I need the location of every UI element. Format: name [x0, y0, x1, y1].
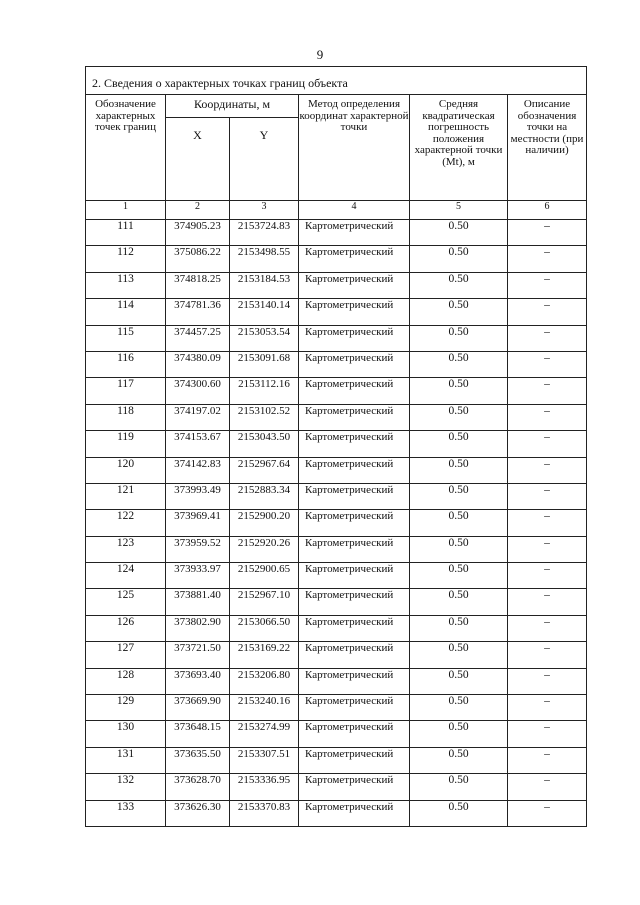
description-cell: – — [508, 747, 587, 773]
method-cell: Картометрический — [299, 642, 410, 668]
table-row — [86, 510, 587, 536]
table-row — [86, 483, 587, 509]
point-id-cell: 119 — [86, 431, 166, 457]
description-cell: – — [508, 325, 587, 351]
point-id-cell: 117 — [86, 378, 166, 404]
error-cell: 0.50 — [410, 747, 508, 773]
point-id-cell: 124 — [86, 563, 166, 589]
column-number: 4 — [299, 201, 410, 220]
method-cell: Картометрический — [299, 431, 410, 457]
y-coordinate-cell: 2153169.22 — [230, 642, 299, 668]
x-coordinate-cell: 373648.15 — [166, 721, 230, 747]
x-coordinate-cell: 373628.70 — [166, 774, 230, 800]
column-number: 5 — [410, 201, 508, 220]
point-id-cell: 128 — [86, 668, 166, 694]
description-cell: – — [508, 431, 587, 457]
table-row — [86, 642, 587, 668]
description-cell: – — [508, 536, 587, 562]
description-cell: – — [508, 642, 587, 668]
section-title: 2. Сведения о характерных точках границ объекта — [86, 67, 587, 95]
error-cell: 0.50 — [410, 563, 508, 589]
description-cell: – — [508, 774, 587, 800]
error-cell: 0.50 — [410, 220, 508, 246]
table-row — [86, 457, 587, 483]
x-coordinate-cell: 373993.49 — [166, 483, 230, 509]
description-cell: – — [508, 299, 587, 325]
table-row — [86, 351, 587, 377]
method-cell: Картометрический — [299, 272, 410, 298]
x-coordinate-cell: 374300.60 — [166, 378, 230, 404]
point-id-cell: 114 — [86, 299, 166, 325]
y-coordinate-cell: 2153184.53 — [230, 272, 299, 298]
y-coordinate-cell: 2153206.80 — [230, 668, 299, 694]
table-row — [86, 246, 587, 272]
method-cell: Картометрический — [299, 220, 410, 246]
error-cell: 0.50 — [410, 404, 508, 430]
table-row — [86, 431, 587, 457]
x-coordinate-cell: 374781.36 — [166, 299, 230, 325]
table-row — [86, 325, 587, 351]
error-cell: 0.50 — [410, 272, 508, 298]
error-cell: 0.50 — [410, 721, 508, 747]
table-row — [86, 378, 587, 404]
x-coordinate-cell: 375086.22 — [166, 246, 230, 272]
method-cell: Картометрический — [299, 721, 410, 747]
error-cell: 0.50 — [410, 668, 508, 694]
header-y: Y — [230, 118, 299, 201]
table-row — [86, 615, 587, 641]
table-row — [86, 589, 587, 615]
method-cell: Картометрический — [299, 483, 410, 509]
point-id-cell: 129 — [86, 695, 166, 721]
y-coordinate-cell: 2153112.16 — [230, 378, 299, 404]
y-coordinate-cell: 2153140.14 — [230, 299, 299, 325]
table-body — [86, 220, 587, 827]
error-cell: 0.50 — [410, 299, 508, 325]
table-row — [86, 220, 587, 246]
x-coordinate-cell: 374457.25 — [166, 325, 230, 351]
y-coordinate-cell: 2152920.26 — [230, 536, 299, 562]
column-number: 3 — [230, 201, 299, 220]
column-number: 2 — [166, 201, 230, 220]
y-coordinate-cell: 2152967.10 — [230, 589, 299, 615]
method-cell: Картометрический — [299, 325, 410, 351]
method-cell: Картометрический — [299, 747, 410, 773]
y-coordinate-cell: 2152900.20 — [230, 510, 299, 536]
point-id-cell: 121 — [86, 483, 166, 509]
method-cell: Картометрический — [299, 668, 410, 694]
description-cell: – — [508, 220, 587, 246]
y-coordinate-cell: 2153498.55 — [230, 246, 299, 272]
method-cell: Картометрический — [299, 299, 410, 325]
header-error: Средняя квадратическая погрешность положения характерной точки (Mt), м — [410, 95, 508, 201]
description-cell: – — [508, 800, 587, 826]
point-id-cell: 111 — [86, 220, 166, 246]
point-id-cell: 125 — [86, 589, 166, 615]
table-row — [86, 721, 587, 747]
y-coordinate-cell: 2153091.68 — [230, 351, 299, 377]
method-cell: Картометрический — [299, 615, 410, 641]
error-cell: 0.50 — [410, 642, 508, 668]
y-coordinate-cell: 2153066.50 — [230, 615, 299, 641]
header-x: X — [166, 118, 230, 201]
error-cell: 0.50 — [410, 378, 508, 404]
error-cell: 0.50 — [410, 800, 508, 826]
point-id-cell: 113 — [86, 272, 166, 298]
point-id-cell: 116 — [86, 351, 166, 377]
method-cell: Картометрический — [299, 246, 410, 272]
x-coordinate-cell: 374142.83 — [166, 457, 230, 483]
point-id-cell: 115 — [86, 325, 166, 351]
header-method: Метод определения координат характерной точки — [299, 95, 410, 201]
method-cell: Картометрический — [299, 774, 410, 800]
x-coordinate-cell: 373669.90 — [166, 695, 230, 721]
x-coordinate-cell: 373693.40 — [166, 668, 230, 694]
description-cell: – — [508, 272, 587, 298]
point-id-cell: 130 — [86, 721, 166, 747]
y-coordinate-cell: 2152900.65 — [230, 563, 299, 589]
column-number: 6 — [508, 201, 587, 220]
y-coordinate-cell: 2152967.64 — [230, 457, 299, 483]
x-coordinate-cell: 374818.25 — [166, 272, 230, 298]
description-cell: – — [508, 615, 587, 641]
boundary-points-table — [85, 66, 587, 827]
error-cell: 0.50 — [410, 774, 508, 800]
method-cell: Картометрический — [299, 510, 410, 536]
table-row — [86, 272, 587, 298]
description-cell: – — [508, 563, 587, 589]
description-cell: – — [508, 246, 587, 272]
description-cell: – — [508, 404, 587, 430]
y-coordinate-cell: 2152883.34 — [230, 483, 299, 509]
table-row — [86, 800, 587, 826]
description-cell: – — [508, 695, 587, 721]
description-cell: – — [508, 589, 587, 615]
x-coordinate-cell: 374153.67 — [166, 431, 230, 457]
error-cell: 0.50 — [410, 431, 508, 457]
y-coordinate-cell: 2153274.99 — [230, 721, 299, 747]
y-coordinate-cell: 2153102.52 — [230, 404, 299, 430]
error-cell: 0.50 — [410, 351, 508, 377]
x-coordinate-cell: 373626.30 — [166, 800, 230, 826]
table-row — [86, 774, 587, 800]
description-cell: – — [508, 510, 587, 536]
point-id-cell: 112 — [86, 246, 166, 272]
description-cell: – — [508, 378, 587, 404]
x-coordinate-cell: 374380.09 — [166, 351, 230, 377]
x-coordinate-cell: 373721.50 — [166, 642, 230, 668]
y-coordinate-cell: 2153370.83 — [230, 800, 299, 826]
table-row — [86, 668, 587, 694]
y-coordinate-cell: 2153240.16 — [230, 695, 299, 721]
column-numbers-row — [86, 201, 587, 220]
method-cell: Картометрический — [299, 404, 410, 430]
method-cell: Картометрический — [299, 351, 410, 377]
table-row — [86, 299, 587, 325]
x-coordinate-cell: 373959.52 — [166, 536, 230, 562]
point-id-cell: 122 — [86, 510, 166, 536]
x-coordinate-cell: 373635.50 — [166, 747, 230, 773]
y-coordinate-cell: 2153307.51 — [230, 747, 299, 773]
error-cell: 0.50 — [410, 615, 508, 641]
method-cell: Картометрический — [299, 536, 410, 562]
table-row — [86, 695, 587, 721]
method-cell: Картометрический — [299, 378, 410, 404]
error-cell: 0.50 — [410, 589, 508, 615]
point-id-cell: 132 — [86, 774, 166, 800]
description-cell: – — [508, 668, 587, 694]
x-coordinate-cell: 373802.90 — [166, 615, 230, 641]
point-id-cell: 127 — [86, 642, 166, 668]
error-cell: 0.50 — [410, 325, 508, 351]
method-cell: Картометрический — [299, 800, 410, 826]
method-cell: Картометрический — [299, 589, 410, 615]
table-row — [86, 747, 587, 773]
error-cell: 0.50 — [410, 536, 508, 562]
error-cell: 0.50 — [410, 695, 508, 721]
error-cell: 0.50 — [410, 483, 508, 509]
x-coordinate-cell: 373881.40 — [166, 589, 230, 615]
x-coordinate-cell: 373969.41 — [166, 510, 230, 536]
method-cell: Картометрический — [299, 457, 410, 483]
description-cell: – — [508, 457, 587, 483]
table-row — [86, 404, 587, 430]
error-cell: 0.50 — [410, 246, 508, 272]
y-coordinate-cell: 2153336.95 — [230, 774, 299, 800]
y-coordinate-cell: 2153053.54 — [230, 325, 299, 351]
point-id-cell: 118 — [86, 404, 166, 430]
header-description: Описание обозначения точки на местности (при наличии) — [508, 95, 587, 201]
point-id-cell: 131 — [86, 747, 166, 773]
header-point-designation: Обозначение характерных точек границ — [86, 95, 166, 201]
method-cell: Картометрический — [299, 563, 410, 589]
column-number: 1 — [86, 201, 166, 220]
point-id-cell: 126 — [86, 615, 166, 641]
x-coordinate-cell: 373933.97 — [166, 563, 230, 589]
table-row — [86, 536, 587, 562]
header-coordinates: Координаты, м — [166, 95, 299, 118]
description-cell: – — [508, 721, 587, 747]
method-cell: Картометрический — [299, 695, 410, 721]
point-id-cell: 133 — [86, 800, 166, 826]
x-coordinate-cell: 374905.23 — [166, 220, 230, 246]
y-coordinate-cell: 2153043.50 — [230, 431, 299, 457]
error-cell: 0.50 — [410, 510, 508, 536]
point-id-cell: 123 — [86, 536, 166, 562]
description-cell: – — [508, 351, 587, 377]
x-coordinate-cell: 374197.02 — [166, 404, 230, 430]
y-coordinate-cell: 2153724.83 — [230, 220, 299, 246]
error-cell: 0.50 — [410, 457, 508, 483]
table-row — [86, 563, 587, 589]
point-id-cell: 120 — [86, 457, 166, 483]
description-cell: – — [508, 483, 587, 509]
page-number: 9 — [316, 47, 324, 62]
